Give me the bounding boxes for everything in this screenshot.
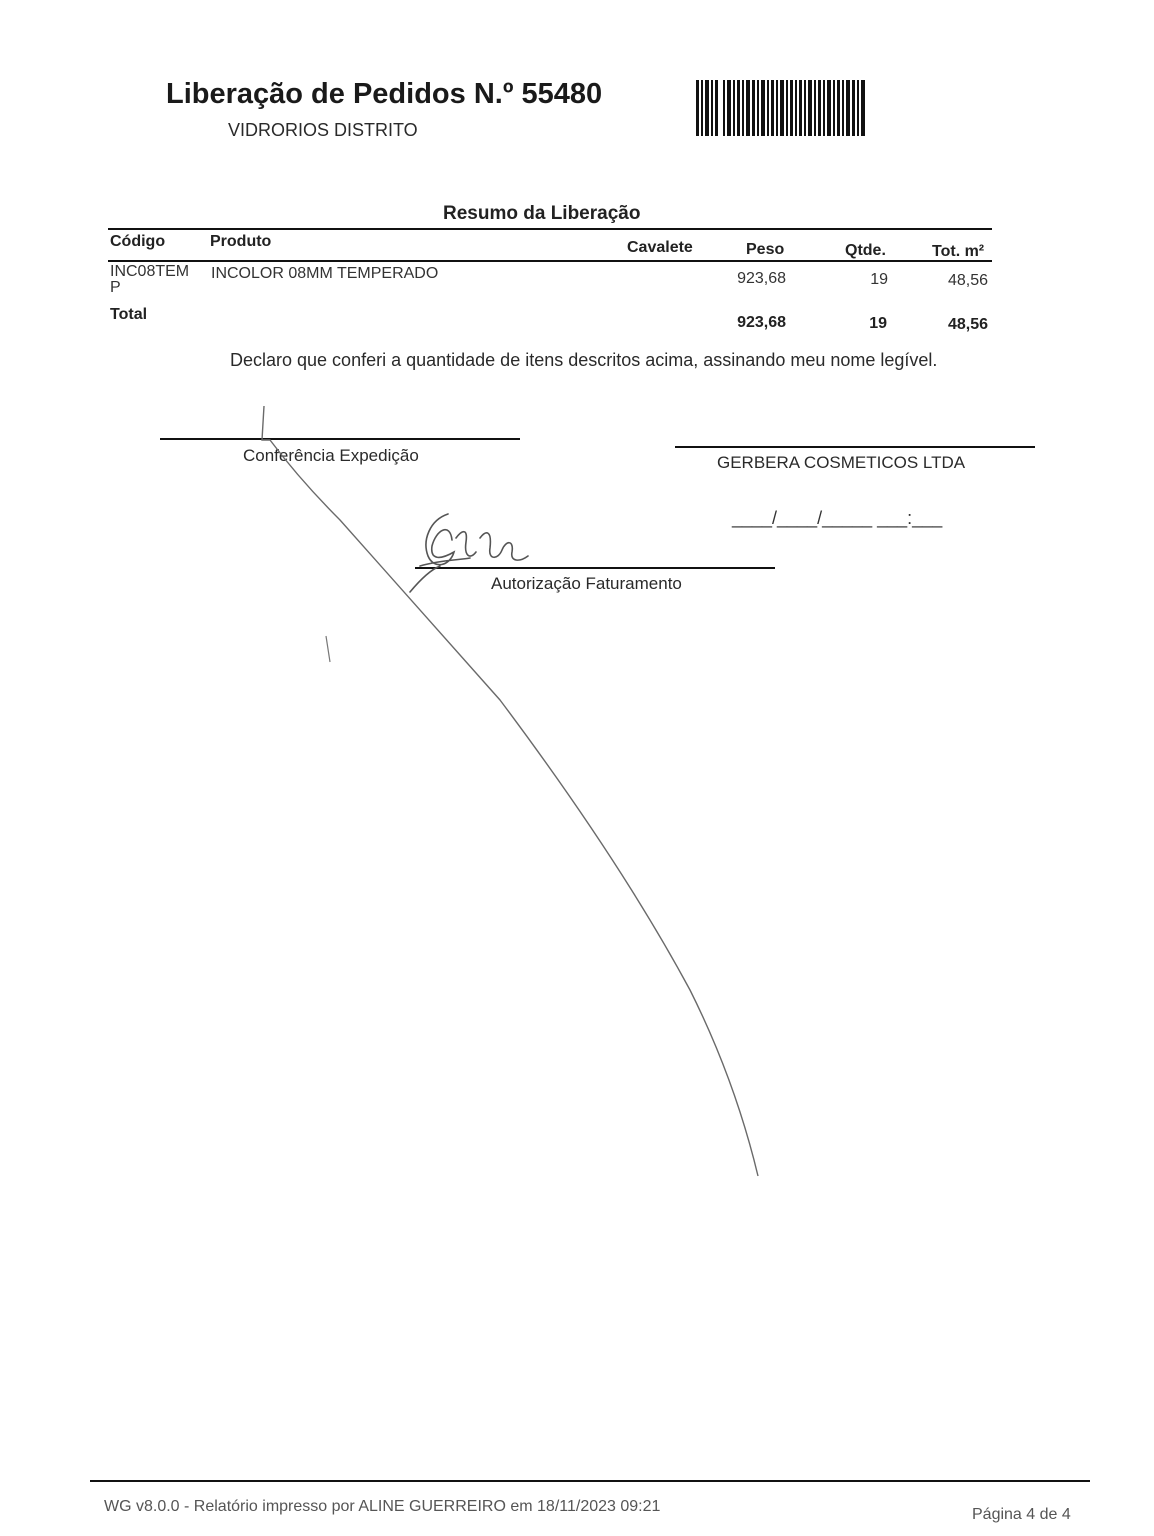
total-peso: 923,68 <box>737 314 786 331</box>
signature-label-autorizacao: Autorização Faturamento <box>491 574 682 593</box>
page-title: Liberação de Pedidos N.º 55480 <box>166 78 603 110</box>
signature-line-autorizacao <box>415 567 775 569</box>
footer-rule <box>90 1480 1090 1482</box>
signature-label-conferencia: Conferência Expedição <box>243 446 419 465</box>
barcode <box>696 80 872 136</box>
total-qtde: 19 <box>869 315 887 332</box>
row-produto: INCOLOR 08MM TEMPERADO <box>211 265 439 282</box>
footer-printed-by: WG v8.0.0 - Relatório impresso por ALINE GUERREIRO em 18/11/2023 09:21 <box>104 1498 661 1515</box>
summary-title: Resumo da Liberação <box>443 203 641 224</box>
company-name: VIDRORIOS DISTRITO <box>228 120 418 140</box>
row-qtde: 19 <box>870 271 888 288</box>
signature-line-conferencia <box>160 438 520 440</box>
col-header-qtde: Qtde. <box>845 242 886 259</box>
row-codigo-line2: P <box>110 279 121 296</box>
declaration-text: Declaro que conferi a quantidade de itens descritos acima, assinando meu nome legível. <box>230 350 938 370</box>
table-header-rule <box>108 260 992 262</box>
signature-label-client: GERBERA COSMETICOS LTDA <box>717 453 966 472</box>
row-tot-m2: 48,56 <box>947 272 988 289</box>
row-peso: 923,68 <box>737 270 786 287</box>
signature-line-client <box>675 446 1035 448</box>
total-tot-m2: 48,56 <box>947 316 988 333</box>
pen-stroke-small-icon <box>326 636 330 662</box>
col-header-tot-m2: Tot. m² <box>932 243 985 260</box>
col-header-produto: Produto <box>210 233 272 250</box>
col-header-peso: Peso <box>746 241 785 258</box>
footer-page-number: Página 4 de 4 <box>972 1506 1071 1523</box>
col-header-cavalete: Cavalete <box>627 239 693 256</box>
table-top-rule <box>108 228 992 230</box>
pen-stroke-icon <box>262 406 758 1176</box>
date-time-blank: ____/____/_____ ___:___ <box>732 508 943 528</box>
row-codigo-line1: INC08TEM <box>110 263 190 280</box>
col-header-codigo: Código <box>110 233 166 250</box>
total-label: Total <box>110 306 148 323</box>
